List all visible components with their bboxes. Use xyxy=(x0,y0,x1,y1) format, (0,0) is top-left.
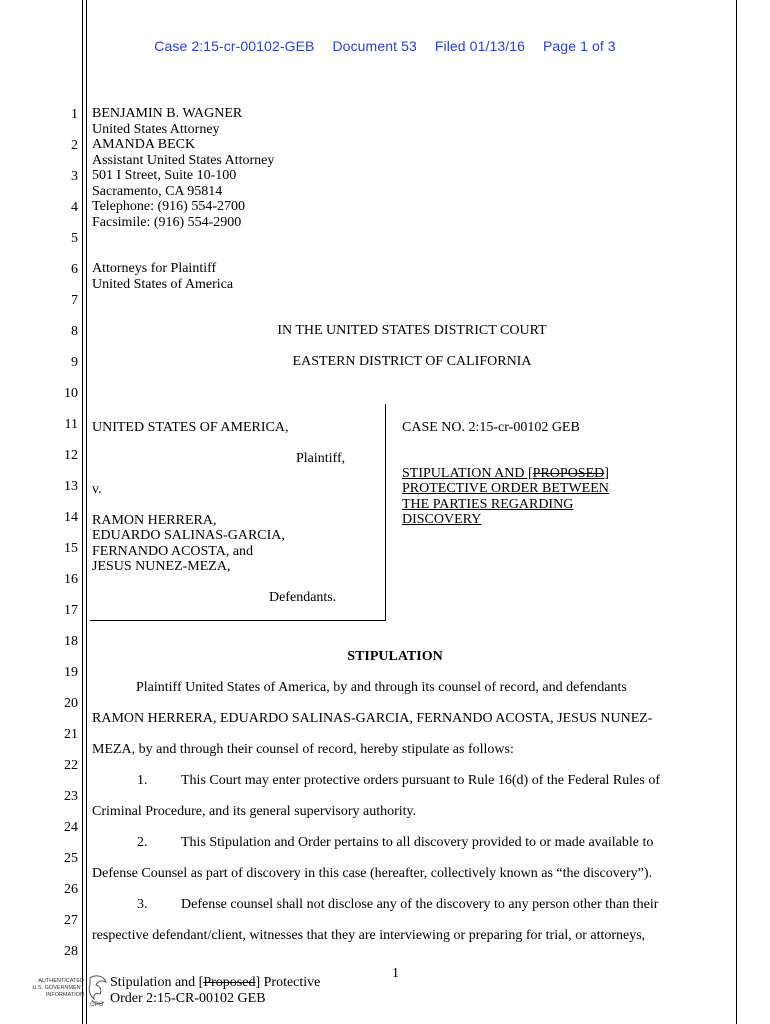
counsel-title-1: United States Attorney xyxy=(92,122,220,137)
line-number: 4 xyxy=(71,200,78,215)
footer-title-line-2: Order 2:15-CR-00102 GEB xyxy=(110,991,266,1006)
item-text: Criminal Procedure, and its general supervisory authority. xyxy=(92,804,417,819)
defendant-name: RAMON HERRERA, xyxy=(92,513,217,528)
header-page: Page 1 of 3 xyxy=(542,38,616,54)
defendants-label: Defendants. xyxy=(269,590,337,605)
body-line: Plaintiff United States of America, by and through its counsel of record, and defendants xyxy=(136,680,627,695)
stipulation-heading: STIPULATION xyxy=(347,649,443,664)
footer-title-line-1: Stipulation and [Proposed] Protective xyxy=(110,975,321,990)
line-number: 22 xyxy=(64,758,78,773)
line-number: 2 xyxy=(71,138,78,153)
item-text: Defense Counsel as part of discovery in this case (hereafter, collectively known as “the discovery”). xyxy=(92,866,653,881)
line-number: 20 xyxy=(64,696,78,711)
body-line: RAMON HERRERA, EDUARDO SALINAS-GARCIA, FERNANDO ACOSTA, JESUS NUNEZ- xyxy=(92,711,653,726)
caption-divider-horizontal xyxy=(90,620,386,621)
line-number: 27 xyxy=(64,913,78,928)
line-number: 18 xyxy=(64,634,78,649)
versus: v. xyxy=(92,482,102,497)
line-number: 1 xyxy=(71,107,78,122)
document-title-line-1: STIPULATION AND [PROPOSED] xyxy=(402,466,609,481)
line-number: 23 xyxy=(64,789,78,804)
counsel-title-2: Assistant United States Attorney xyxy=(92,153,275,168)
header-case: Case 2:15-cr-00102-GEB xyxy=(154,38,315,54)
seal-gpo-mark: GPO xyxy=(90,1002,104,1008)
item-text: Defense counsel shall not disclose any of the discovery to any person other than their xyxy=(181,897,659,912)
line-number: 5 xyxy=(71,231,78,246)
item-text: This Stipulation and Order pertains to all discovery provided to or made available to xyxy=(181,835,654,850)
item-text: This Court may enter protective orders pursuant to Rule 16(d) of the Federal Rules of xyxy=(181,773,660,788)
line-number: 8 xyxy=(71,324,78,339)
line-number: 26 xyxy=(64,882,78,897)
line-number: 7 xyxy=(71,293,78,308)
line-number: 19 xyxy=(64,665,78,680)
line-number: 17 xyxy=(64,603,78,618)
item-number: 3. xyxy=(137,897,148,912)
line-number: 16 xyxy=(64,572,78,587)
line-number: 12 xyxy=(64,448,78,463)
defendant-name: EDUARDO SALINAS-GARCIA, xyxy=(92,528,285,543)
line-number: 14 xyxy=(64,510,78,525)
caption-divider-vertical xyxy=(385,404,386,620)
court-district: EASTERN DISTRICT OF CALIFORNIA xyxy=(292,354,532,369)
seal-text: AUTHENTICATED xyxy=(38,978,84,984)
line-number: 24 xyxy=(64,820,78,835)
body-line: MEZA, by and through their counsel of record, hereby stipulate as follows: xyxy=(92,742,514,757)
line-number: 3 xyxy=(71,169,78,184)
line-number: 9 xyxy=(71,355,78,370)
line-number: 21 xyxy=(64,727,78,742)
defendant-name: JESUS NUNEZ-MEZA, xyxy=(92,559,231,574)
seal-text: U.S. GOVERNMENT xyxy=(32,985,84,991)
counsel-name-2: AMANDA BECK xyxy=(92,137,196,152)
attorneys-for: Attorneys for Plaintiff xyxy=(92,261,217,276)
counsel-address-2: Sacramento, CA 95814 xyxy=(92,184,223,199)
document-title-line-2: PROTECTIVE ORDER BETWEEN xyxy=(402,481,609,496)
gpo-authentication-seal xyxy=(32,976,112,1018)
line-number: 11 xyxy=(64,417,78,432)
document-title-line-4: DISCOVERY xyxy=(402,512,482,527)
plaintiff-name: UNITED STATES OF AMERICA, xyxy=(92,420,289,435)
footer-struck-proposed: Proposed xyxy=(203,975,256,990)
plaintiff-label: Plaintiff, xyxy=(296,451,346,466)
left-margin-rule-outer xyxy=(82,0,83,1024)
left-margin-rule-inner xyxy=(86,0,87,1024)
header-document: Document 53 xyxy=(332,38,417,54)
line-number: 10 xyxy=(64,386,78,401)
line-number: 15 xyxy=(64,541,78,556)
line-number: 13 xyxy=(64,479,78,494)
document-title-line-3: THE PARTIES REGARDING xyxy=(402,497,574,512)
attorneys-party: United States of America xyxy=(92,277,234,292)
line-number: 6 xyxy=(71,262,78,277)
defendant-name: FERNANDO ACOSTA, and xyxy=(92,544,254,559)
counsel-telephone: Telephone: (916) 554-2700 xyxy=(92,199,245,214)
line-number: 25 xyxy=(64,851,78,866)
item-number: 2. xyxy=(137,835,148,850)
struck-proposed: PROPOSED xyxy=(532,466,605,481)
ecf-header xyxy=(0,38,770,54)
case-number: CASE NO. 2:15-cr-00102 GEB xyxy=(402,420,580,435)
court-name: IN THE UNITED STATES DISTRICT COURT xyxy=(277,323,547,338)
counsel-name-1: BENJAMIN B. WAGNER xyxy=(92,106,243,121)
item-number: 1. xyxy=(137,773,148,788)
seal-text: INFORMATION xyxy=(45,992,84,998)
counsel-address-1: 501 I Street, Suite 10-100 xyxy=(92,168,237,183)
header-filed: Filed 01/13/16 xyxy=(434,38,525,54)
right-margin-rule xyxy=(736,0,737,1024)
counsel-facsimile: Facsimile: (916) 554-2900 xyxy=(92,215,242,230)
item-text: respective defendant/client, witnesses that they are interviewing or preparing for trial, or attorneys, xyxy=(92,928,646,943)
line-number: 28 xyxy=(64,944,78,959)
page-number: 1 xyxy=(392,966,399,981)
